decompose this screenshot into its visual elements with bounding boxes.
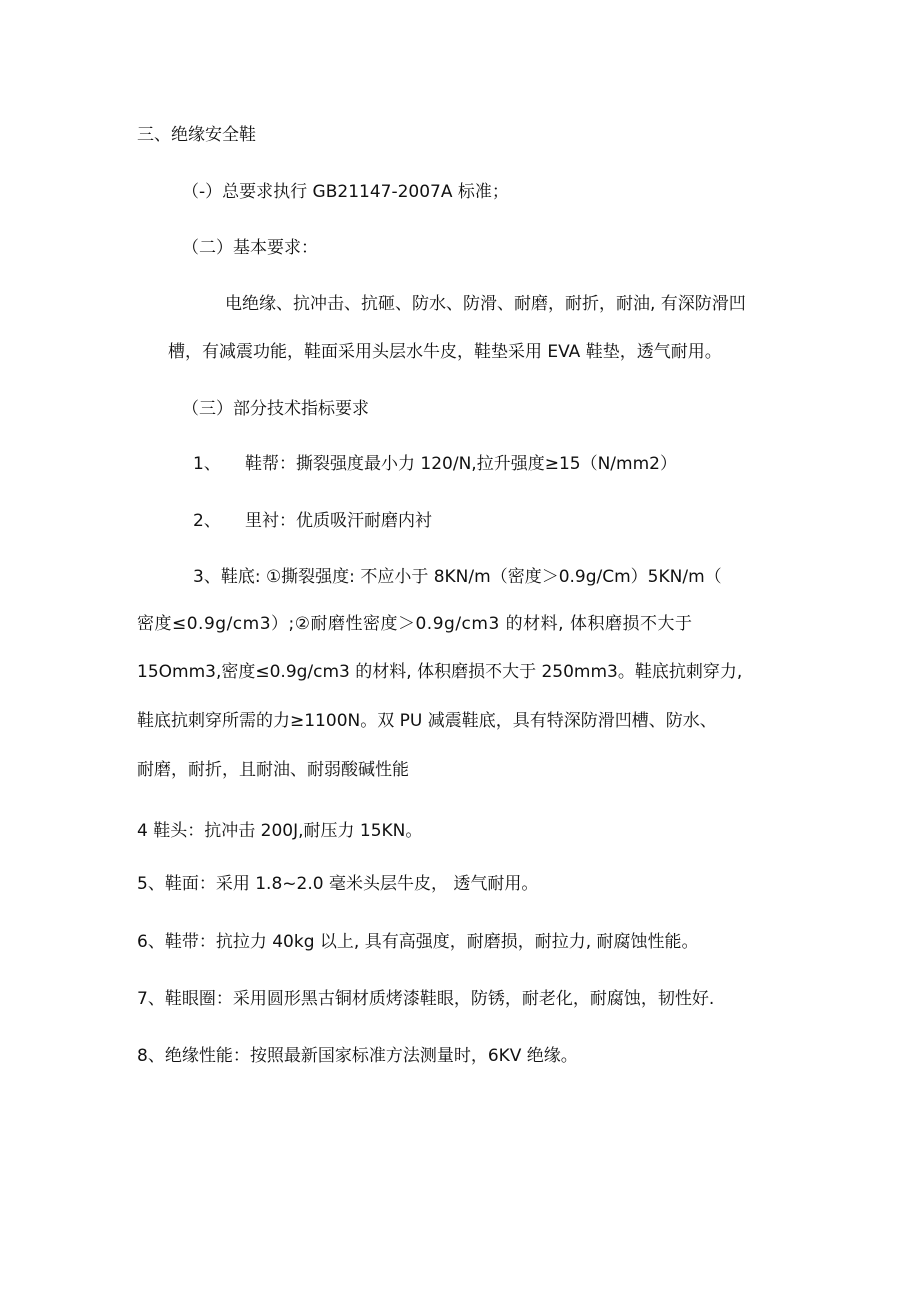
basic-requirements-text-line-2: 槽，有减震功能，鞋面采用头层水牛皮，鞋垫采用 EVA 鞋垫，透气耐用。 xyxy=(168,342,722,362)
item-3-sole-line-4: 鞋底抗刺穿所需的力≥1100N。双 PU 减震鞋底，具有特深防滑凹槽、防水、 xyxy=(137,711,717,731)
item-3-sole-line-1: 3、鞋底: ①撕裂强度: 不应小于 8KN/m（密度＞0.9g/Cm）5KN/m（ xyxy=(193,567,722,587)
item-7-eyelet: 7、鞋眼圈：采用圆形黑古铜材质烤漆鞋眼，防锈，耐老化，耐腐蚀，韧性好. xyxy=(137,989,715,1009)
basic-requirements-text-line-1: 电绝缘、抗冲击、抗砸、防水、防滑、耐磨，耐折，耐油, 有深防滑凹 xyxy=(225,294,746,314)
item-2-number: 2、 xyxy=(193,511,221,531)
basic-requirements-heading: （二）基本要求： xyxy=(182,238,318,258)
general-requirement: （-）总要求执行 GB21147-2007A 标准； xyxy=(182,182,509,202)
item-5-upper-leather: 5、鞋面：采用 1.8~2.0 毫米头层牛皮， 透气耐用。 xyxy=(137,874,539,894)
item-3-sole-line-3: 15Omm3,密度≤0.9g/cm3 的材料, 体积磨损不大于 250mm3。鞋底抗刺穿力, xyxy=(137,662,743,682)
item-8-insulation: 8、绝缘性能：按照最新国家标准方法测量时，6KV 绝缘。 xyxy=(137,1046,578,1066)
item-1-number: 1、 xyxy=(193,454,221,474)
tech-indicators-heading: （三）部分技术指标要求 xyxy=(182,399,369,419)
item-6-shoelace: 6、鞋带：抗拉力 40kg 以上, 具有高强度，耐磨损，耐拉力, 耐腐蚀性能。 xyxy=(137,932,699,952)
item-3-sole-line-2: 密度≤0.9g/cm3）;②耐磨性密度＞0.9g/cm3 的材料, 体积磨损不大于 xyxy=(137,614,693,634)
item-4-toe-cap: 4 鞋头：抗冲击 200J,耐压力 15KN。 xyxy=(137,821,423,841)
item-2-lining-text: 里衬：优质吸汗耐磨内衬 xyxy=(245,511,432,531)
section-title: 三、绝缘安全鞋 xyxy=(137,125,256,145)
item-3-sole-line-5: 耐磨，耐折，且耐油、耐弱酸碱性能 xyxy=(137,760,409,780)
item-1-upper-text: 鞋帮：撕裂强度最小力 120/N,拉升强度≥15（N/mm2） xyxy=(245,454,677,474)
